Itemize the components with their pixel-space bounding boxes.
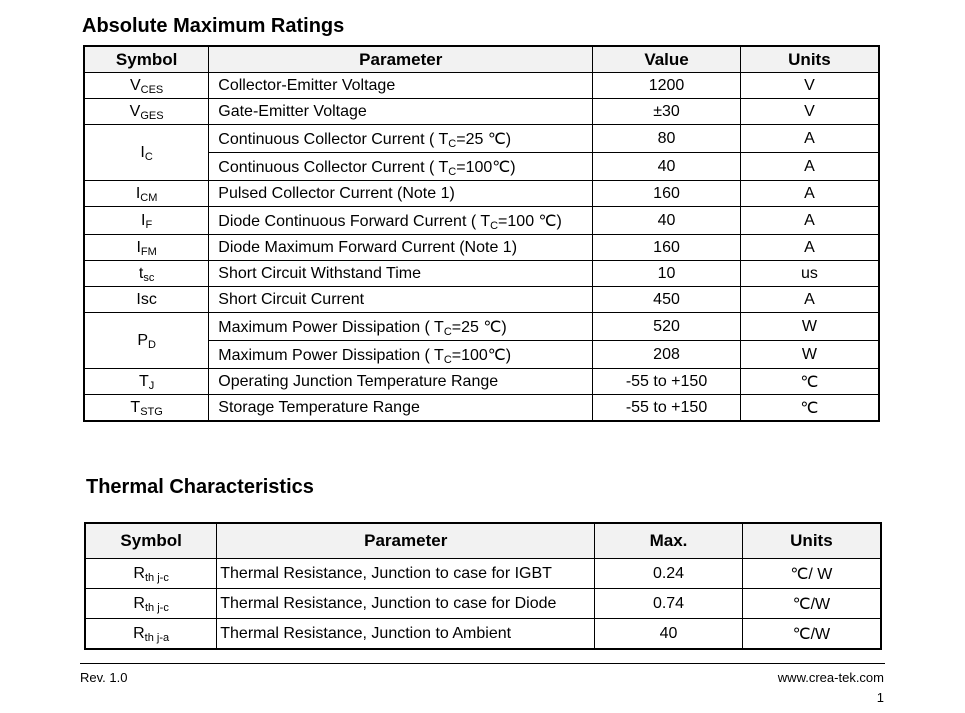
value-cell: 40 (593, 153, 741, 181)
symbol-sub: J (148, 379, 155, 392)
parameter-cell: Gate-Emitter Voltage (209, 99, 593, 125)
symbol-cell (85, 589, 217, 619)
symbol-cell (84, 207, 209, 235)
parameter-text: Diode Continuous Forward Current ( T (218, 212, 491, 230)
value-cell: 10 (593, 261, 741, 287)
parameter-cell: Short Circuit Withstand Time (209, 261, 593, 287)
symbol-cell (84, 369, 209, 395)
symbol-main: T (138, 372, 149, 390)
table-row (85, 619, 881, 650)
parameter-cell: Collector-Emitter Voltage (209, 73, 593, 99)
unit-cell: A (740, 235, 879, 261)
symbol-sub: D (147, 338, 156, 351)
symbol-cell (84, 313, 209, 369)
parameter-text: Continuous Collector Current ( T (218, 130, 449, 148)
parameter-cell: Storage Temperature Range (209, 395, 593, 422)
symbol-cell (84, 235, 209, 261)
footer-divider (80, 663, 885, 664)
table-row (85, 559, 881, 589)
unit-cell: ℃ (740, 369, 879, 395)
symbol-cell (84, 125, 209, 181)
parameter-cell: Diode Maximum Forward Current (Note 1) (209, 235, 593, 261)
value-cell: 450 (593, 287, 741, 313)
parameter-tail: =100℃) (456, 158, 516, 176)
table-row (84, 99, 879, 125)
parameter-sub: C (448, 137, 457, 150)
unit-cell: W (740, 341, 879, 369)
symbol-sub: th j-a (144, 631, 170, 644)
parameter-sub: C (490, 219, 499, 232)
header-symbol: Symbol (85, 523, 217, 559)
symbol-main: V (129, 102, 141, 120)
table-header-row (84, 46, 879, 73)
table-header-row (85, 523, 881, 559)
table-row (84, 261, 879, 287)
header-symbol: Symbol (84, 46, 209, 73)
unit-cell: A (740, 207, 879, 235)
unit-cell: ℃/ W (742, 559, 881, 589)
symbol-sub: STG (140, 405, 163, 418)
symbol-main: V (129, 76, 141, 94)
symbol-sub: sc (143, 271, 155, 284)
parameter-cell: Short Circuit Current (209, 287, 593, 313)
parameter-text: Maximum Power Dissipation ( T (218, 318, 444, 336)
value-cell: 160 (593, 235, 741, 261)
symbol-cell (85, 559, 217, 589)
value-cell: ±30 (593, 99, 741, 125)
value-cell: -55 to +150 (593, 369, 741, 395)
parameter-cell (209, 313, 593, 341)
parameter-cell: Thermal Resistance, Junction to case for IGBT (217, 559, 595, 589)
parameter-cell: Thermal Resistance, Junction to case for Diode (217, 589, 595, 619)
symbol-main: T (130, 398, 141, 416)
revision-label: Rev. 1.0 (80, 670, 128, 685)
table-row (84, 369, 879, 395)
unit-cell: A (740, 287, 879, 313)
parameter-tail: =25 ℃) (451, 318, 507, 336)
value-cell: 80 (593, 125, 741, 153)
header-max: Max. (595, 523, 743, 559)
symbol-cell (84, 181, 209, 207)
table-row (84, 125, 879, 153)
symbol-cell (84, 287, 209, 313)
table-row (84, 73, 879, 99)
symbol-cell (84, 261, 209, 287)
unit-cell: ℃ (740, 395, 879, 422)
symbol-cell (84, 99, 209, 125)
unit-cell: us (740, 261, 879, 287)
symbol-main: I (141, 211, 146, 229)
unit-cell: A (740, 181, 879, 207)
symbol-cell (85, 619, 217, 650)
value-cell: 0.74 (595, 589, 743, 619)
header-units: Units (740, 46, 879, 73)
parameter-cell: Thermal Resistance, Junction to Ambient (217, 619, 595, 650)
symbol-main: Isc (136, 290, 157, 308)
value-cell: 1200 (593, 73, 741, 99)
table-row (84, 313, 879, 341)
value-cell: 520 (593, 313, 741, 341)
page-number: 1 (876, 690, 884, 705)
symbol-sub: th j-c (144, 601, 169, 614)
symbol-sub: th j-c (144, 571, 169, 584)
parameter-tail: =100℃) (451, 346, 512, 364)
parameter-sub: C (448, 165, 457, 178)
table-row (85, 589, 881, 619)
symbol-sub: FM (140, 245, 157, 258)
parameter-cell (209, 207, 593, 235)
unit-cell: A (740, 153, 879, 181)
thermal-title: Thermal Characteristics (86, 476, 314, 498)
value-cell: 160 (593, 181, 741, 207)
parameter-cell: Operating Junction Temperature Range (209, 369, 593, 395)
website-label: www.crea-tek.com (777, 670, 884, 685)
header-units: Units (742, 523, 881, 559)
header-value: Value (593, 46, 741, 73)
unit-cell: ℃/W (742, 589, 881, 619)
parameter-cell: Pulsed Collector Current (Note 1) (209, 181, 593, 207)
parameter-sub: C (443, 325, 452, 338)
symbol-sub: CES (140, 83, 164, 96)
parameter-sub: C (443, 353, 452, 366)
table-row (84, 287, 879, 313)
symbol-main: t (138, 264, 144, 282)
symbol-main: I (136, 238, 141, 256)
unit-cell: V (740, 73, 879, 99)
symbol-sub: CM (140, 191, 158, 204)
parameter-text: Maximum Power Dissipation ( T (218, 346, 444, 364)
parameter-tail: =25 ℃) (456, 130, 512, 148)
symbol-main: I (135, 184, 141, 202)
parameter-cell (209, 125, 593, 153)
symbol-main: P (137, 331, 148, 349)
symbol-main: R (133, 624, 145, 642)
table-row (84, 235, 879, 261)
symbol-sub: GES (140, 109, 164, 122)
abs-max-title: Absolute Maximum Ratings (82, 15, 345, 37)
parameter-text: Continuous Collector Current ( T (218, 158, 449, 176)
symbol-main: I (140, 143, 145, 161)
value-cell: -55 to +150 (593, 395, 741, 422)
value-cell: 0.24 (595, 559, 743, 589)
unit-cell: V (740, 99, 879, 125)
parameter-cell (209, 341, 593, 369)
parameter-tail: =100 ℃) (498, 212, 562, 230)
symbol-sub: C (144, 150, 153, 163)
parameter-cell (209, 153, 593, 181)
unit-cell: W (740, 313, 879, 341)
table-row (84, 207, 879, 235)
value-cell: 208 (593, 341, 741, 369)
header-parameter: Parameter (209, 46, 593, 73)
symbol-cell (84, 395, 209, 422)
symbol-sub: F (145, 218, 153, 231)
symbol-main: R (133, 564, 145, 582)
symbol-cell (84, 73, 209, 99)
value-cell: 40 (595, 619, 743, 650)
symbol-main: R (133, 594, 145, 612)
unit-cell: ℃/W (742, 619, 881, 650)
thermal-characteristics-table (84, 522, 882, 650)
value-cell: 40 (593, 207, 741, 235)
header-parameter: Parameter (217, 523, 595, 559)
table-row (84, 395, 879, 422)
unit-cell: A (740, 125, 879, 153)
absolute-maximum-ratings-table (83, 45, 880, 422)
table-row (84, 181, 879, 207)
